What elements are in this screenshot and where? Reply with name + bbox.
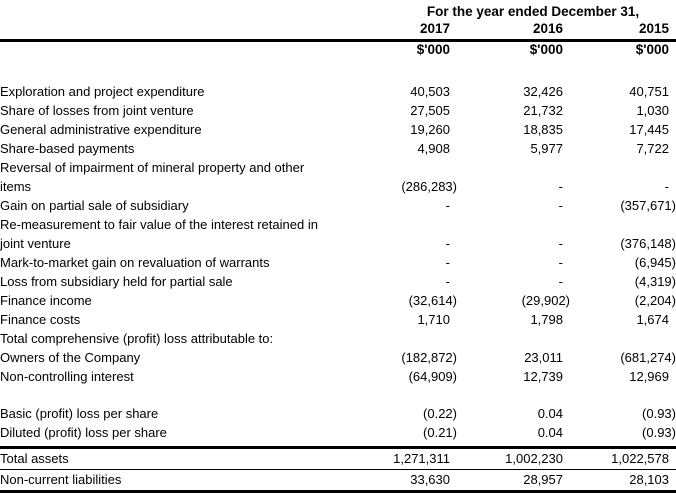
cell-value: (357,671)	[620, 198, 676, 213]
cell-value: 1,030	[636, 103, 669, 118]
row-label: Owners of the Company	[0, 350, 141, 365]
row-label: items	[0, 179, 32, 194]
value-2015	[570, 423, 676, 442]
value-2017	[390, 120, 457, 139]
table-row	[0, 196, 676, 215]
cell-value: 1,271,311	[393, 451, 450, 466]
cell-value: 23,011	[524, 350, 563, 365]
row-label: joint venture	[0, 236, 71, 251]
table-summary	[0, 448, 676, 492]
cell-value: 18,835	[523, 122, 563, 137]
cell-value: -	[445, 255, 450, 270]
value-2017	[390, 291, 457, 310]
units-label: $'000	[635, 42, 669, 57]
cell-value: (0.21)	[423, 425, 457, 440]
cell-value: 17,445	[629, 122, 669, 137]
cell-value: (182,872)	[401, 350, 457, 365]
spacer-row	[0, 386, 676, 404]
value-2015	[570, 82, 676, 101]
value-2017	[390, 423, 457, 442]
value-2017	[390, 310, 457, 329]
table-row	[0, 272, 676, 291]
cell-value: 32,426	[523, 84, 563, 99]
value-2016	[457, 215, 570, 234]
year-label: 2015	[638, 21, 669, 36]
value-2017	[390, 234, 457, 253]
value-2016	[457, 139, 570, 158]
value-2016	[457, 158, 570, 177]
row-label: Finance income	[0, 293, 92, 308]
value-2017	[390, 101, 457, 120]
header-empty-cell	[0, 19, 390, 41]
cell-value: (32,614)	[408, 293, 457, 308]
cell-value: 12,969	[629, 369, 669, 384]
header-spacer-row	[0, 58, 676, 82]
cell-value: (64,909)	[408, 369, 457, 384]
value-2017	[390, 348, 457, 367]
value-2017	[390, 367, 457, 386]
cell-value: -	[558, 179, 563, 194]
row-label: Re-measurement to fair value of the interest retained in	[0, 217, 318, 232]
value-2015	[570, 177, 676, 196]
cell-value: 0.04	[537, 406, 563, 421]
units-2015	[570, 41, 676, 59]
cell-value: -	[445, 236, 450, 251]
cell-value: -	[558, 274, 563, 289]
value-2016	[457, 120, 570, 139]
value-2017	[390, 329, 457, 348]
cell-value: (376,148)	[620, 236, 676, 251]
cell-value: 5,977	[530, 141, 563, 156]
value-2015	[570, 196, 676, 215]
value-2016	[457, 329, 570, 348]
value-2015	[570, 120, 676, 139]
value-2015	[570, 348, 676, 367]
cell-value: 1,674	[636, 312, 669, 327]
row-label: Total comprehensive (profit) loss attributable to:	[0, 331, 274, 346]
year-label: 2016	[532, 21, 563, 36]
cell-value: 12,739	[523, 369, 563, 384]
cell-value: 21,732	[523, 103, 563, 118]
column-header-2017	[390, 19, 457, 41]
row-label: Exploration and project expenditure	[0, 84, 205, 99]
value-2015	[570, 272, 676, 291]
table-row	[0, 423, 676, 442]
year-header-row	[0, 19, 676, 41]
cell-value: 1,022,578	[611, 451, 669, 466]
value-2016	[457, 448, 570, 470]
table-body	[0, 82, 676, 448]
cell-value: (6,945)	[634, 255, 676, 270]
units-label: $'000	[529, 42, 563, 57]
header-empty-cell	[0, 0, 390, 19]
cell-value: 19,260	[410, 122, 450, 137]
value-2016	[457, 234, 570, 253]
row-label: Basic (profit) loss per share	[0, 406, 159, 421]
cell-value: 1,710	[417, 312, 450, 327]
cell-value: -	[558, 255, 563, 270]
value-2017	[390, 177, 457, 196]
value-2017	[390, 253, 457, 272]
value-2017	[390, 82, 457, 101]
value-2017	[390, 448, 457, 470]
value-2015	[570, 404, 676, 423]
cell-value: 7,722	[636, 141, 669, 156]
cell-value: (4,319)	[634, 274, 676, 289]
value-2016	[457, 367, 570, 386]
cell-value: 0.04	[537, 425, 563, 440]
value-2017	[390, 404, 457, 423]
header-empty-cell	[0, 41, 390, 59]
table-row	[0, 215, 676, 234]
value-2015	[570, 215, 676, 234]
year-label: 2017	[419, 21, 450, 36]
cell-value: (0.93)	[642, 406, 676, 421]
units-2016	[457, 41, 570, 59]
value-2016	[457, 404, 570, 423]
column-header-2015	[570, 19, 676, 41]
row-label: Share-based payments	[0, 141, 135, 156]
table-row	[0, 291, 676, 310]
cell-value: (286,283)	[401, 179, 457, 194]
table-row	[0, 177, 676, 196]
cell-value: -	[445, 198, 450, 213]
table-row	[0, 448, 676, 470]
value-2016	[457, 101, 570, 120]
table-row	[0, 82, 676, 101]
row-label: Finance costs	[0, 312, 81, 327]
cell-value: (2,204)	[634, 293, 676, 308]
cell-value: -	[558, 236, 563, 251]
value-2015	[570, 367, 676, 386]
table-row	[0, 101, 676, 120]
cell-value: 1,798	[530, 312, 563, 327]
table-row	[0, 329, 676, 348]
value-2016	[457, 82, 570, 101]
row-label: Share of losses from joint venture	[0, 103, 194, 118]
cell-value: 4,908	[417, 141, 450, 156]
cell-value: 40,751	[629, 84, 669, 99]
units-label: $'000	[416, 42, 450, 57]
table-row	[0, 253, 676, 272]
table-row	[0, 234, 676, 253]
value-2016	[457, 253, 570, 272]
cell-value: (29,902)	[521, 293, 570, 308]
cell-value: -	[558, 198, 563, 213]
value-2015	[570, 139, 676, 158]
units-2017	[390, 41, 457, 59]
table-row	[0, 470, 676, 492]
table-row	[0, 139, 676, 158]
row-label: Diluted (profit) loss per share	[0, 425, 167, 440]
cell-value: (0.93)	[642, 425, 676, 440]
value-2016	[457, 291, 570, 310]
value-2016	[457, 310, 570, 329]
cell-value: 33,630	[410, 472, 450, 487]
value-2015	[570, 158, 676, 177]
row-label: Reversal of impairment of mineral property and other	[0, 160, 305, 175]
value-2015	[570, 329, 676, 348]
value-2017	[390, 196, 457, 215]
cell-value: 27,505	[410, 103, 450, 118]
value-2016	[457, 348, 570, 367]
value-2017	[390, 139, 457, 158]
row-label: Non-controlling interest	[0, 369, 134, 384]
value-2015	[570, 470, 676, 492]
value-2017	[390, 272, 457, 291]
period-header-row	[0, 0, 676, 19]
cell-value: 28,103	[629, 472, 669, 487]
row-label: Mark-to-market gain on revaluation of warrants	[0, 255, 270, 270]
cell-value: 28,957	[523, 472, 563, 487]
cell-value: -	[664, 179, 669, 194]
value-2017	[390, 215, 457, 234]
period-header: For the year ended December 31,	[426, 4, 640, 19]
cell-value: (681,274)	[620, 350, 676, 365]
value-2015	[570, 291, 676, 310]
units-header-row	[0, 41, 676, 59]
value-2015	[570, 310, 676, 329]
table-row	[0, 120, 676, 139]
column-header-2016	[457, 19, 570, 41]
row-label: General administrative expenditure	[0, 122, 202, 137]
cell-value: (0.22)	[423, 406, 457, 421]
value-2015	[570, 101, 676, 120]
row-label: Loss from subsidiary held for partial sale	[0, 274, 233, 289]
cell-value: 1,002,230	[505, 451, 563, 466]
table-row	[0, 367, 676, 386]
value-2015	[570, 253, 676, 272]
value-2017	[390, 158, 457, 177]
row-label: Gain on partial sale of subsidiary	[0, 198, 189, 213]
table-row	[0, 404, 676, 423]
table-row	[0, 310, 676, 329]
value-2016	[457, 423, 570, 442]
value-2017	[390, 470, 457, 492]
table-row	[0, 158, 676, 177]
row-label: Total assets	[0, 448, 390, 470]
value-2016	[457, 177, 570, 196]
value-2015	[570, 448, 676, 470]
table-row	[0, 348, 676, 367]
value-2016	[457, 196, 570, 215]
cell-value: -	[445, 274, 450, 289]
row-label: Non-current liabilities	[0, 470, 390, 492]
value-2015	[570, 234, 676, 253]
value-2016	[457, 470, 570, 492]
value-2016	[457, 272, 570, 291]
cell-value: 40,503	[410, 84, 450, 99]
